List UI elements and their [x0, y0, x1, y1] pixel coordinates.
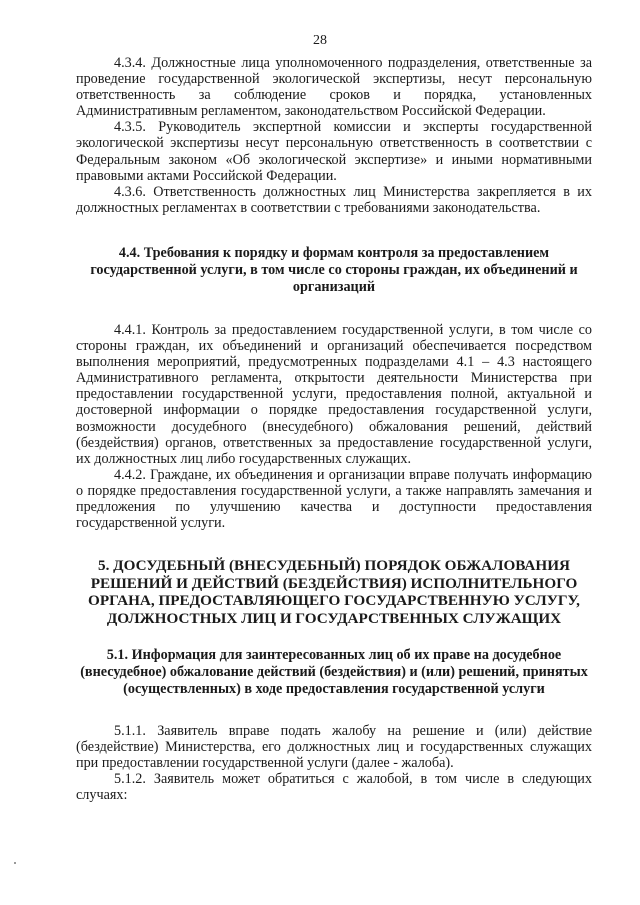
paragraph-4-3-5: 4.3.5. Руководитель экспертной комиссии и эксперты государственной экологической экспертизы несут персональную ответственность в соответствии с Федеральным законом «Об экологической экспертизе» и иными нормативными правовыми актами Российской Федерации.: [76, 119, 592, 184]
paragraph-5-1-2: 5.1.2. Заявитель может обратиться с жалобой, в том числе в следующих случаях:: [76, 770, 592, 803]
scan-mark: [14, 862, 16, 864]
paragraph-4-3-6: 4.3.6. Ответственность должностных лиц Министерства закрепляется в их должностных регламентах в соответствии с требованиями законодательства.: [76, 183, 592, 216]
section-5-1-heading: 5.1. Информация для заинтересованных лиц об их праве на досудебное (внесудебное) обжалование действий (бездействия) и (или) решений, принятых (осуществленных) в ходе предоставления государственной услуги: [80, 646, 588, 697]
section-5-heading: 5. ДОСУДЕБНЫЙ (ВНЕСУДЕБНЫЙ) ПОРЯДОК ОБЖАЛОВАНИЯ РЕШЕНИЙ И ДЕЙСТВИЙ (БЕЗДЕЙСТВИЯ) ИСПОЛНИТЕЛЬНОГО ОРГАНА, ПРЕДОСТАВЛЯЮЩЕГО ГОСУДАРСТВЕННУЮ УСЛУГУ, ДОЛЖНОСТНЫХ ЛИЦ И ГОСУДАРСТВЕННЫХ СЛУЖАЩИХ: [88, 557, 580, 627]
paragraph-5-1-1: 5.1.1. Заявитель вправе подать жалобу на решение и (или) действие (бездействие) Министерства, его должностных лиц и государственных служащих при предоставлении государственной услуги (далее - жалоба).: [76, 722, 592, 771]
page-body: [76, 55, 592, 803]
page-number: 28: [313, 33, 327, 48]
paragraph-4-4-1: 4.4.1. Контроль за предоставлением государственной услуги, в том числе со стороны граждан, их объединений и организаций обеспечивается посредством выполнения мероприятий, предусмотренных подразделами 4.1 – 4.3 настоящего Административного регламента, открытости деятельности Министерства при предоставлении государственной услуги, предоставления полной, актуальной и достоверной информации о порядке предоставления государственной услуги, возможности досудебного (внесудебного) обжалования решений, действий (бездействия) органов, ответственных за предоставление государственной услуги, их должностных лиц либо государственных служащих.: [76, 321, 592, 467]
paragraph-4-3-4: 4.3.4. Должностные лица уполномоченного подразделения, ответственные за проведение государственной экологической экспертизы, несут персональную ответственность за соблюдение сроков и порядка, установленных Административным регламентом, законодательством Российской Федерации.: [76, 55, 592, 120]
paragraph-4-4-2: 4.4.2. Граждане, их объединения и организации вправе получать информацию о порядке предоставления государственной услуги, а также направлять замечания и предложения по улучшению качества и доступности предоставления государственной услуги.: [76, 466, 592, 532]
section-4-4-heading: 4.4. Требования к порядку и формам контроля за предоставлением государственной услуги, в том числе со стороны граждан, их объединений и организаций: [90, 244, 578, 295]
